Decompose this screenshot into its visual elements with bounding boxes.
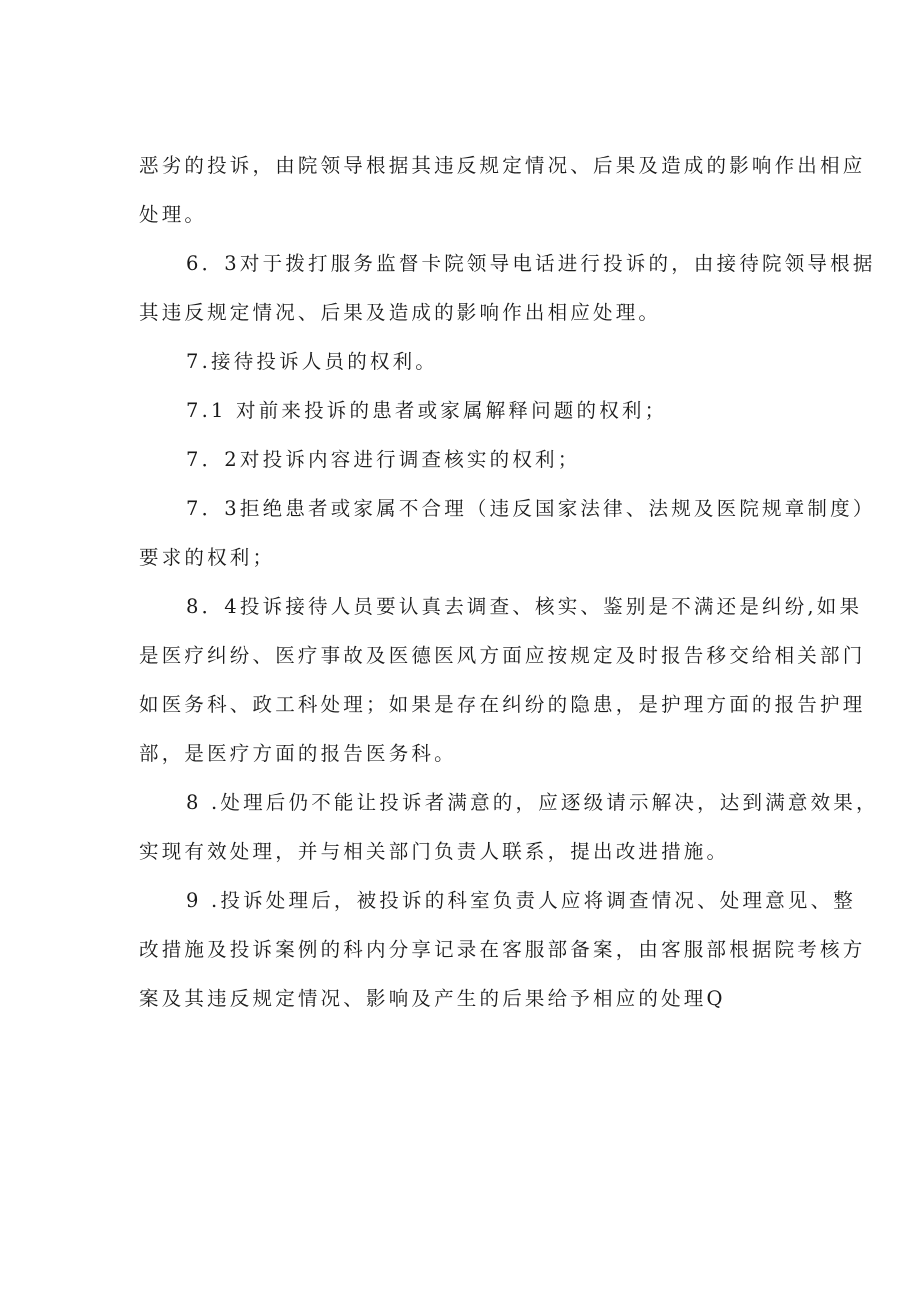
text-line: 要求的权利；	[139, 546, 276, 569]
text-line: 恶劣的投诉，由院领导根据其违反规定情况、后果及造成的影响作出相应	[139, 154, 866, 177]
text-line: 7.1 对前来投诉的患者或家属解释问题的权利；	[186, 399, 668, 422]
text-line: 6．3对于拨打服务监督卡院领导电话进行投诉的，由接待院领导根据	[186, 252, 876, 275]
text-line: 部，是医疗方面的报告医务科。	[139, 742, 457, 765]
text-line: 8．4投诉接待人员要认真去调查、核实、鉴别是不满还是纠纷,如果	[186, 595, 863, 618]
text-line: 其违反规定情况、后果及造成的影响作出相应处理。	[139, 301, 662, 324]
text-line: 7.接待投诉人员的权利。	[186, 350, 439, 373]
text-line: 8 .处理后仍不能让投诉者满意的，应逐级请示解决，达到满意效果，	[186, 791, 879, 814]
text-line: 9 .投诉处理后，被投诉的科室负责人应将调查情况、处理意见、整	[186, 889, 857, 912]
text-line: 7．3拒绝患者或家属不合理（违反国家法律、法规及医院规章制度）	[186, 497, 876, 520]
text-line: 案及其违反规定情况、影响及产生的后果给予相应的处理Q	[139, 987, 726, 1010]
text-line: 改措施及投诉案例的科内分享记录在客服部备案，由客服部根据院考核方	[139, 938, 866, 961]
text-line: 处理。	[139, 203, 208, 226]
text-line: 7．2对投诉内容进行调查核实的权利；	[186, 448, 581, 471]
text-line: 实现有效处理，并与相关部门负责人联系，提出改进措施。	[139, 840, 730, 863]
text-line: 是医疗纠纷、医疗事故及医德医风方面应按规定及时报告移交给相关部门	[139, 644, 866, 667]
text-line: 如医务科、政工科处理；如果是存在纠纷的隐患，是护理方面的报告护理	[139, 693, 866, 716]
